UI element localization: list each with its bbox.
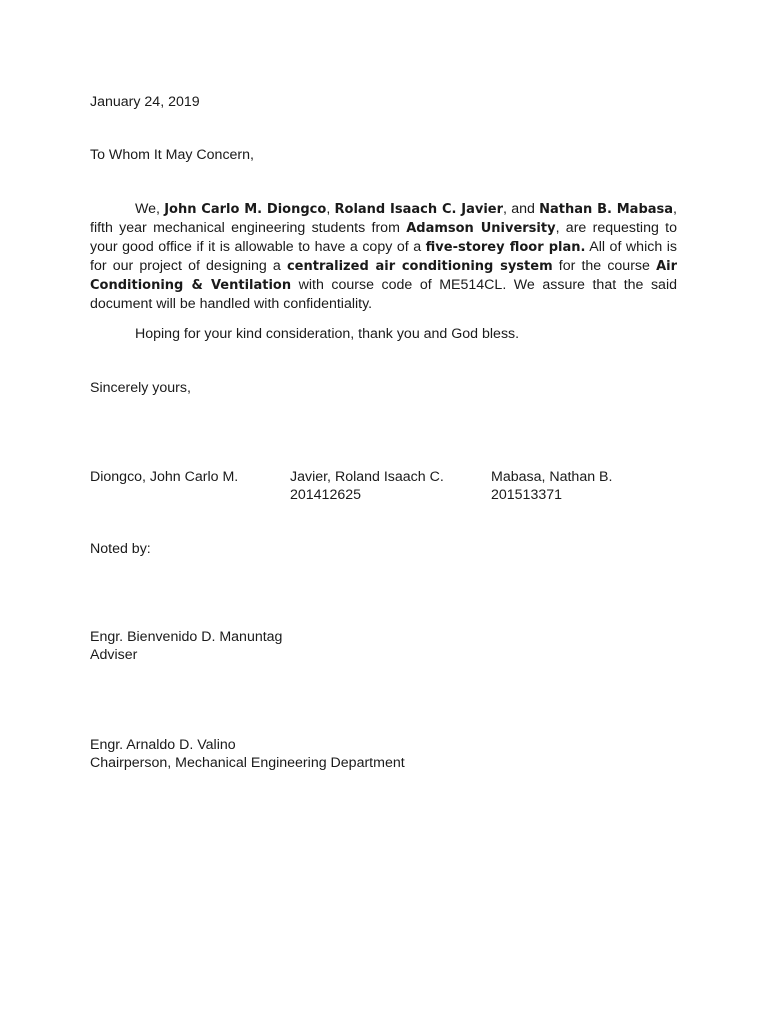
university-name: Adamson University: [406, 221, 556, 236]
adviser-block: [90, 628, 282, 664]
body-text: , are requesting to your good office if it is allowable to have a copy of a: [90, 220, 677, 255]
student-name-mabasa: Nathan B. Mabasa: [539, 202, 674, 217]
chairperson-title: Chairperson, Mechanical Engineering Department: [90, 755, 405, 771]
chairperson-block: [90, 736, 405, 772]
salutation: To Whom It May Concern,: [90, 147, 254, 163]
student-name-diongco: John Carlo M. Diongco: [164, 202, 327, 217]
closing-paragraph: Hoping for your kind consideration, thank you and God bless.: [135, 326, 520, 342]
signatory-mabasa: [491, 468, 612, 504]
requested-document: five-storey floor plan.: [425, 240, 586, 255]
adviser-title: Adviser: [90, 647, 138, 663]
body-paragraph: [90, 200, 677, 313]
chairperson-name: Engr. Arnaldo D. Valino: [90, 737, 236, 753]
body-text: ,: [326, 201, 335, 217]
letter-date: January 24, 2019: [90, 94, 200, 110]
valediction: Sincerely yours,: [90, 380, 191, 396]
signatory-name: Javier, Roland Isaach C.: [290, 469, 444, 485]
signatory-name: Mabasa, Nathan B.: [491, 469, 613, 485]
student-name-javier: Roland Isaach C. Javier: [334, 202, 504, 217]
body-text: All of which is for our project of designing a: [90, 239, 677, 274]
body-text: We,: [135, 201, 165, 217]
body-text: , and: [503, 201, 540, 217]
signatory-javier: [290, 468, 444, 504]
signatory-id: 201412625: [290, 487, 362, 503]
project-name: centralized air conditioning system: [286, 259, 553, 274]
body-text: with course code of ME514CL. We assure that the said document will be handled with confidentiality.: [90, 277, 677, 312]
adviser-name: Engr. Bienvenido D. Manuntag: [90, 629, 283, 645]
signatory-diongco: [90, 468, 238, 504]
body-text: , fifth year mechanical engineering students from: [90, 201, 677, 236]
noted-by-label: Noted by:: [90, 541, 151, 557]
body-text: for the course: [552, 258, 657, 274]
signatory-name: Diongco, John Carlo M.: [90, 469, 239, 485]
signatory-id: 201513371: [491, 487, 563, 503]
course-name: Air Conditioning & Ventilation: [90, 259, 677, 293]
signatory-id: [90, 486, 238, 504]
